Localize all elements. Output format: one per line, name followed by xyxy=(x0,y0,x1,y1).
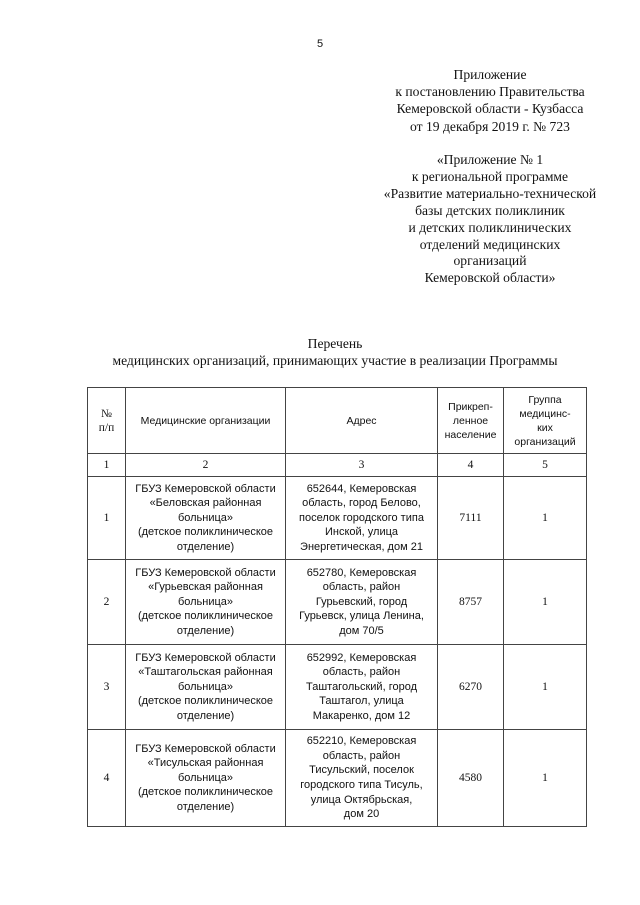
program-appendix-line: к региональной программе xyxy=(411,168,569,184)
column-number: 2 xyxy=(126,454,286,477)
appendix-line: Приложение xyxy=(453,67,527,82)
row-num: 3 xyxy=(88,645,126,730)
appendix-line: Кемеровской области - Кузбасса xyxy=(396,101,584,117)
header-population: Прикреп- ленное население xyxy=(438,388,504,454)
row-org: ГБУЗ Кемеровской области «Гурьевская районная больница» (детское поликлиническое отделение) xyxy=(126,560,286,645)
page-number: 5 xyxy=(316,38,324,50)
header-org: Медицинские организации xyxy=(126,388,286,454)
program-appendix-line: отделений медицинских xyxy=(419,236,561,252)
program-appendix-line: «Приложение № 1 xyxy=(436,152,544,167)
program-appendix-line: Кемеровской области» xyxy=(424,270,556,286)
header-address: Адрес xyxy=(286,388,438,454)
row-num: 4 xyxy=(88,730,126,827)
row-group: 1 xyxy=(504,645,587,730)
program-appendix-line: организаций xyxy=(453,253,527,269)
column-number: 4 xyxy=(438,454,504,477)
row-org: ГБУЗ Кемеровской области «Тисульская районная больница» (детское поликлиническое отделение) xyxy=(126,730,286,827)
row-group: 1 xyxy=(504,477,587,560)
document-title xyxy=(0,335,640,369)
appendix-block xyxy=(330,66,640,135)
row-population: 4580 xyxy=(438,730,504,827)
row-address: 652210, Кемеровская область, район Тисульский, поселок городского типа Тисуль, улица Октябрьская, дом 20 xyxy=(286,730,438,827)
header-num: № п/п xyxy=(88,388,126,454)
row-population: 6270 xyxy=(438,645,504,730)
row-address: 652992, Кемеровская область, район Таштагольский, город Таштагол, улица Макаренко, дом 12 xyxy=(286,645,438,730)
row-group: 1 xyxy=(504,560,587,645)
row-population: 7111 xyxy=(438,477,504,560)
column-number-row xyxy=(88,454,587,477)
appendix-line: к постановлению Правительства xyxy=(395,84,585,100)
organizations-table xyxy=(87,387,587,827)
column-number: 1 xyxy=(88,454,126,477)
header-group: Группа медицинс- ких организаций xyxy=(504,388,587,454)
table-header-row xyxy=(88,388,587,454)
row-org: ГБУЗ Кемеровской области «Беловская районная больница» (детское поликлиническое отделение) xyxy=(126,477,286,560)
row-group: 1 xyxy=(504,730,587,827)
program-appendix-line: «Развитие материально-технической xyxy=(383,185,597,201)
column-number: 3 xyxy=(286,454,438,477)
table-row xyxy=(88,730,587,827)
row-address: 652644, Кемеровская область, город Белово, поселок городского типа Инской, улица Энергетическая, дом 21 xyxy=(286,477,438,560)
row-num: 1 xyxy=(88,477,126,560)
column-number: 5 xyxy=(504,454,587,477)
row-org: ГБУЗ Кемеровской области «Таштагольская районная больница» (детское поликлиническое отделение) xyxy=(126,645,286,730)
table-row xyxy=(88,560,587,645)
program-appendix-line: базы детских поликлиник xyxy=(415,202,565,218)
title-line-2: медицинских организаций, принимающих участие в реализации Программы xyxy=(112,353,558,368)
row-population: 8757 xyxy=(438,560,504,645)
title-line-1: Перечень xyxy=(307,336,363,351)
table-row xyxy=(88,645,587,730)
row-address: 652780, Кемеровская область, район Гурьевский, город Гурьевск, улица Ленина, дом 70/5 xyxy=(286,560,438,645)
program-appendix-block xyxy=(330,152,640,287)
table-row xyxy=(88,477,587,560)
appendix-line: от 19 декабря 2019 г. № 723 xyxy=(410,118,570,134)
program-appendix-line: и детских поликлинических xyxy=(408,219,572,235)
row-num: 2 xyxy=(88,560,126,645)
